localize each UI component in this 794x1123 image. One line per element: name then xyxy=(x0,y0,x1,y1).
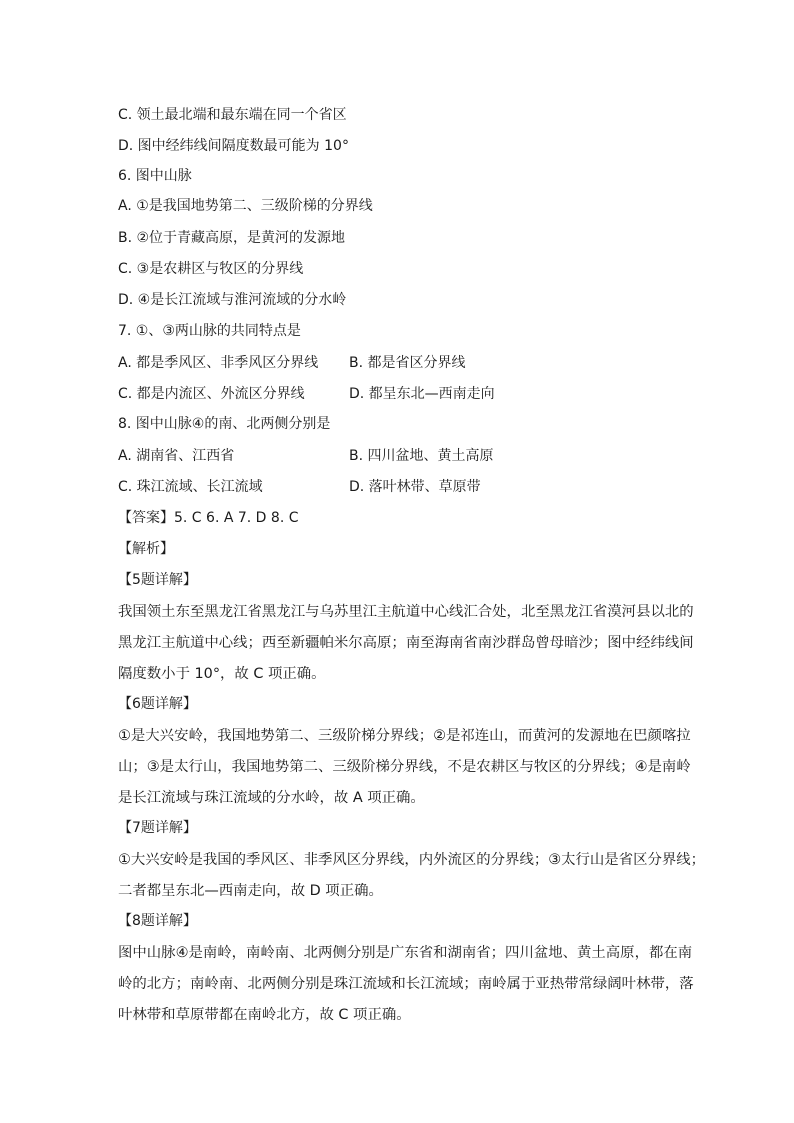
q8-stem: 8. 图中山脉④的南、北两侧分别是 xyxy=(118,416,331,432)
q7-option-d: D. 都呈东北—西南走向 xyxy=(349,386,495,402)
q6-stem: 6. 图中山脉 xyxy=(118,168,192,184)
detail-6-line: 山；③是太行山，我国地势第二、三级阶梯分界线，不是农耕区与牧区的分界线；④是南岭 xyxy=(118,759,691,775)
detail-8-line: 图中山脉④是南岭，南岭南、北两侧分别是广东省和湖南省；四川盆地、黄土高原，都在南 xyxy=(118,945,693,961)
q6-option-c: C. ③是农耕区与牧区的分界线 xyxy=(118,261,304,277)
q5-option-c: C. 领土最北端和最东端在同一个省区 xyxy=(118,107,347,123)
detail-5-line: 黑龙江主航道中心线；西至新疆帕米尔高原；南至海南省南沙群岛曾母暗沙；图中经纬线间 xyxy=(118,635,694,651)
q8-option-a: A. 湖南省、江西省 xyxy=(118,448,235,464)
q8-option-b: B. 四川盆地、黄土高原 xyxy=(349,448,494,464)
q6-option-a: A. ①是我国地势第二、三级阶梯的分界线 xyxy=(118,198,373,214)
detail-6-heading: 【6题详解】 xyxy=(118,696,197,712)
q8-option-d: D. 落叶林带、草原带 xyxy=(349,479,481,495)
detail-7-paragraph xyxy=(118,845,706,907)
detail-5-paragraph xyxy=(118,597,694,690)
q8-option-c: C. 珠江流域、长江流域 xyxy=(118,479,263,495)
detail-7-line: ①大兴安岭是我国的季风区、非季风区分界线，内外流区的分界线；③太行山是省区分界线； xyxy=(118,852,706,868)
q6-option-d: D. ④是长江流域与淮河流域的分水岭 xyxy=(118,292,347,308)
detail-8-line: 岭的北方；南岭南、北两侧分别是珠江流域和长江流域；南岭属于亚热带常绿阔叶林带，落 xyxy=(118,976,694,992)
detail-5-line: 我国领土东至黑龙江省黑龙江与乌苏里江主航道中心线汇合处，北至黑龙江省漠河县以北的 xyxy=(118,604,694,620)
q5-option-d: D. 图中经纬线间隔度数最可能为 10° xyxy=(118,138,349,154)
detail-8-line: 叶林带和草原带都在南岭北方，故 C 项正确。 xyxy=(118,1007,411,1023)
analysis-heading: 【解析】 xyxy=(118,541,174,557)
q7-stem: 7. ①、③两山脉的共同特点是 xyxy=(118,323,301,339)
q6-option-b: B. ②位于青藏高原，是黄河的发源地 xyxy=(118,230,346,246)
detail-6-line: ①是大兴安岭，我国地势第二、三级阶梯分界线；②是祁连山，而黄河的发源地在巴颜喀拉 xyxy=(118,728,691,744)
q7-option-b: B. 都是省区分界线 xyxy=(349,355,466,371)
detail-8-heading: 【8题详解】 xyxy=(118,913,197,929)
detail-5-line: 隔度数小于 10°，故 C 项正确。 xyxy=(118,666,326,682)
q7-option-c: C. 都是内流区、外流区分界线 xyxy=(118,386,305,402)
detail-6-line: 是长江流域与珠江流域的分水岭，故 A 项正确。 xyxy=(118,790,425,806)
detail-7-heading: 【7题详解】 xyxy=(118,820,197,836)
answer-line: 【答案】5. C 6. A 7. D 8. C xyxy=(118,510,299,526)
detail-7-line: 二者都呈东北—西南走向，故 D 项正确。 xyxy=(118,883,383,899)
detail-6-paragraph xyxy=(118,721,691,814)
detail-5-heading: 【5题详解】 xyxy=(118,572,197,588)
q7-option-a: A. 都是季风区、非季风区分界线 xyxy=(118,355,319,371)
detail-8-paragraph xyxy=(118,938,694,1031)
